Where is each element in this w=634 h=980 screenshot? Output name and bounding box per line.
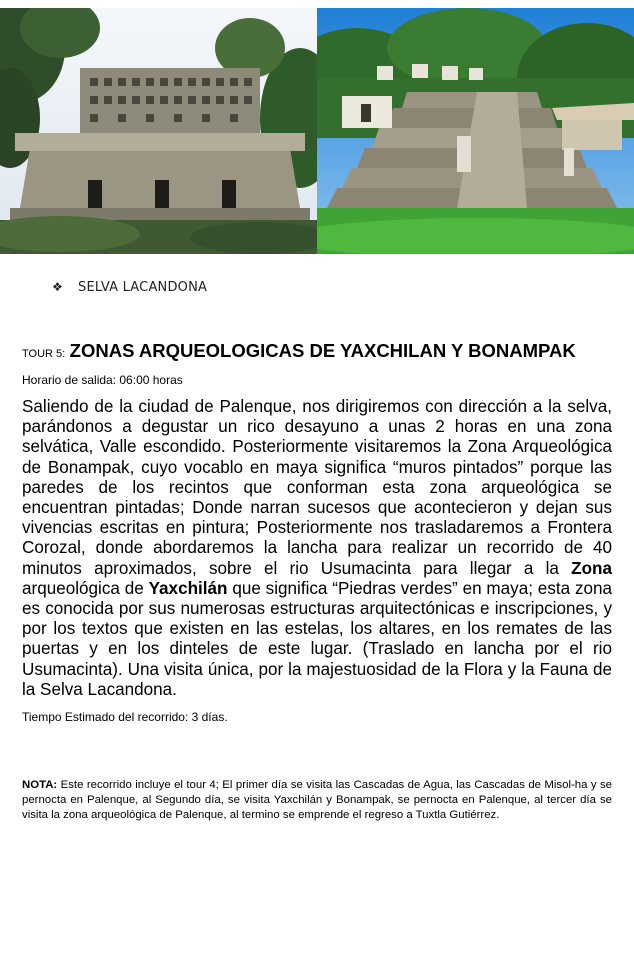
section-bullet [52,280,207,295]
yaxchilan-photo [0,8,317,254]
section-label: SELVA LACANDONA [78,280,208,295]
bonampak-photo [317,8,634,254]
note-paragraph [22,778,612,824]
note-text: Este recorrido incluye el tour 4; El primer día se visita las Cascadas de Agua, las Cascadas de Misol-ha y se pernocta en Palenque, al Segundo día, se visita Yaxchilán y Bonampak, se pernocta en Palenque, al tercer día se visita la zona arqueológica de Palenque, al termino se emprende el regreso a Tuxtla Gutiérrez. [22,779,612,822]
departure-schedule: Horario de salida: 06:00 horas [22,373,183,387]
header-photos [0,8,634,254]
description-part-2: arqueológica de [22,578,144,598]
description-part-3: que significa “Piedras verdes” en maya; esta zona es conocida por sus numerosas estructuras arquitectónicas e inscripciones, y por los textos que existen en las estelas, los altares, en los remates de las puertas y en los dinteles de este lugar. (Traslado en lancha por el rio Usumacinta). Una visita única, por la majestuosidad de la Flora y la Fauna de la Selva Lacandona. [22,578,613,699]
description-part-1: Saliendo de la ciudad de Palenque, nos dirigiremos con dirección a la selva, parándonos a degustar un rico desayuno a unas 2 horas en una zona selvática, Valle escondido. Posteriormente visitaremos la Zona Arqueológica de Bonampak, cuyo vocablo en maya significa “muros pintados” porque las paredes de los recintos que conforman esta zona arqueológica se encuentran pintadas; Donde narran sucesos que acontecieron y dejan sus vivencias escritas en pintura; Posteriormente nos trasladaremos a Frontera Corozal, donde abordaremos la lancha para realizar un recorrido de 40 minutos aproximados, sobre el rio Usumacinta para llegar a la [22,397,612,578]
bonampak-illustration [317,8,634,254]
tour-title: ZONAS ARQUEOLOGICAS DE YAXCHILAN Y BONAMPAK [69,340,576,361]
yaxchilan-illustration [0,8,317,254]
description-bold-yaxchilan: Yaxchilán [148,578,228,598]
estimated-duration: Tiempo Estimado del recorrido: 3 días. [22,710,228,724]
tour-number: TOUR 5: [22,348,66,360]
note-label: NOTA: [22,779,58,791]
diamond-bullet-icon: ❖ [52,280,63,294]
tour-heading [22,340,576,362]
tour-description [22,397,612,700]
description-bold-zona: Zona [571,558,613,578]
